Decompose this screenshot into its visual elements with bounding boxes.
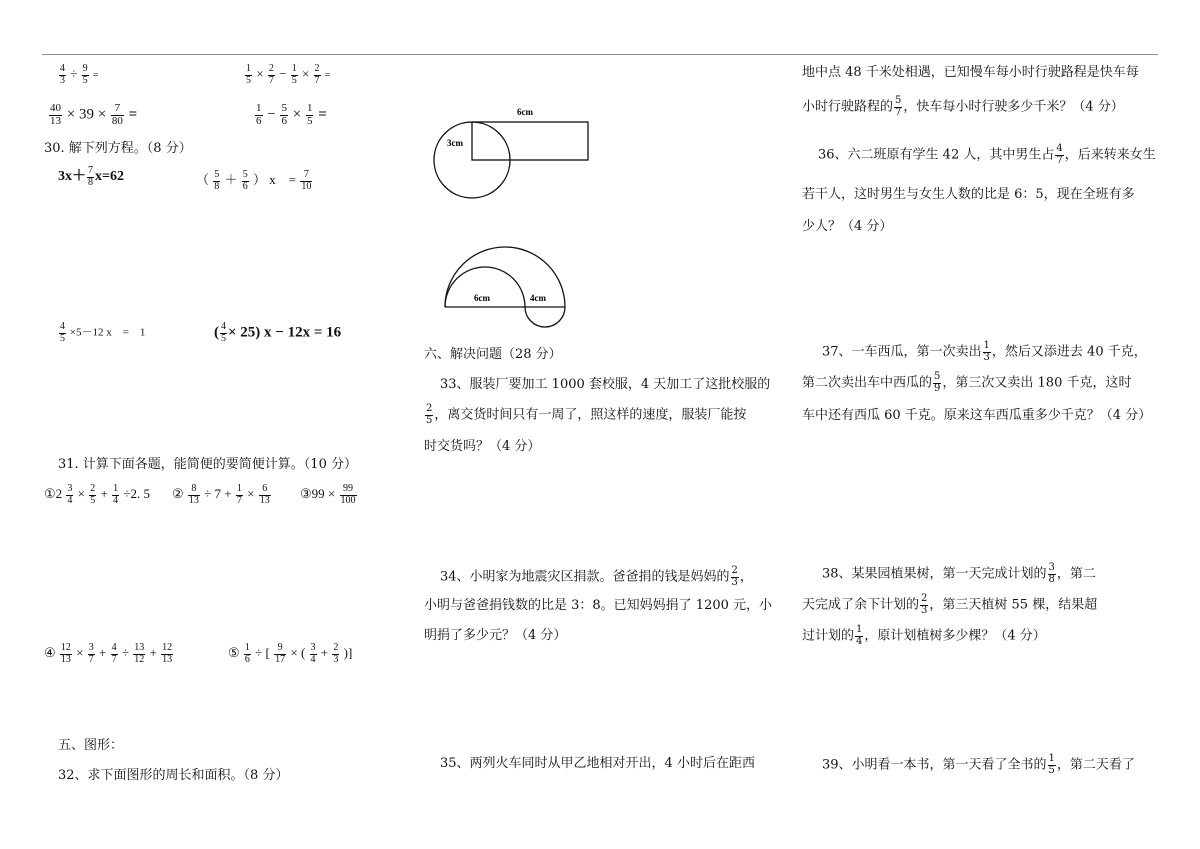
- question-31-title: 31. 计算下面各题，能简便的要简便计算。（10 分）: [58, 457, 357, 472]
- equation-3: $\frac{4}{5}$ ×5－12 x = 1: [60, 321, 146, 344]
- question-37-line-2: 第二次卖出车中西瓜的 $\frac{5}{9}$ ，第三次又卖出 180 千克，这时: [802, 371, 1132, 394]
- expr-1a: $\frac{4}{3}$ ÷ $\frac{9}{5}$ =: [60, 63, 99, 86]
- question-37-line-1: 37、一车西瓜，第一次卖出 $\frac{1}{3}$ ，然后又添进去 40 千克，: [822, 340, 1147, 363]
- top-rule: [42, 54, 1158, 55]
- question-34-line-2: 小明与爸爸捐钱数的比是 3：8。已知妈妈捐了 1200 元，小: [424, 598, 773, 613]
- section-6-heading: 六、解决问题（28 分）: [424, 347, 562, 362]
- calc-4: ④ $\frac{12}{13}$ × $\frac{3}{7}$ + $\frac{4}{7}$ ÷ $\frac{13}{12}$ + $\frac{12}{13}$: [44, 642, 173, 665]
- question-35-line-2: 地中点 48 千米处相遇，已知慢车每小时行驶路程是快车每: [802, 65, 1139, 80]
- question-34-line-1: 34、小明家为地震灾区捐款。爸爸捐的钱是妈妈的 $\frac{2}{3}$ ，: [440, 565, 753, 588]
- question-38-line-1: 38、某果园植果树，第一天完成计划的 $\frac{3}{8}$ ，第二: [822, 562, 1096, 585]
- expr-2b: $\frac{1}{6}$ − $\frac{5}{6}$ × $\frac{1}{5}$ =: [256, 102, 327, 127]
- calc-5: ⑤ $\frac{1}{6}$ ÷ [ $\frac{9}{17}$ × ( $\frac{3}{4}$ + $\frac{2}{3}$ )]: [228, 642, 353, 665]
- calc-3: ③99 × $\frac{99}{100}$: [300, 483, 356, 506]
- question-30-title: 30. 解下列方程。（8 分）: [44, 141, 192, 156]
- right-diameter-label: 4cm: [530, 293, 546, 303]
- question-32-title: 32、求下面图形的周长和面积。（8 分）: [58, 768, 289, 783]
- question-33-line-2: $\frac{2}{5}$ ，离交货时间只有一周了，照这样的速度，服装厂能按: [426, 403, 747, 426]
- equation-4: ( $\frac{4}{5}$ × 25) x − 12x = 16: [214, 321, 342, 344]
- section-5-heading: 五、图形：: [58, 738, 124, 753]
- figure-circle-rectangle: [425, 100, 595, 200]
- equation-2: （ $\frac{5}{8}$ ＋ $\frac{5}{6}$ ） x = $\frac{7}{10}$: [196, 169, 312, 192]
- question-36-line-2: 若干人，这时男生与女生人数的比是 6：5，现在全班有多: [802, 187, 1135, 202]
- fraction: $\frac{4}{3}$: [60, 63, 65, 86]
- calc-1: ①2 $\frac{3}{4}$ × $\frac{2}{5}$ + $\frac{1}{4}$ ÷2. 5: [44, 483, 150, 506]
- question-36-line-3: 少人？（4 分）: [802, 219, 893, 234]
- question-38-line-3: 过计划的 $\frac{1}{4}$ ，原计划植树多少棵？（4 分）: [802, 624, 1046, 647]
- question-36-line-1: 36、六二班原有学生 42 人，其中男生占 $\frac{4}{7}$ ，后来转来女生: [818, 143, 1156, 166]
- expr-1b: $\frac{1}{5}$ × $\frac{2}{7}$ − $\frac{1}{5}$ × $\frac{2}{7}$ =: [246, 63, 331, 86]
- question-35-line-1: 35、两列火车同时从甲乙地相对开出，4 小时后在距西: [440, 756, 755, 771]
- equation-1: 3x＋ $\frac{7}{8}$ x=62: [58, 165, 124, 188]
- radius-label: 3cm: [447, 138, 463, 148]
- fraction: $\frac{9}{5}$: [82, 63, 88, 86]
- calc-2: ② $\frac{8}{13}$ ÷ 7 + $\frac{1}{7}$ × $\frac{6}{13}$: [172, 483, 270, 506]
- expr-2a: $\frac{40}{13}$ × 39 × $\frac{7}{80}$ =: [50, 102, 138, 127]
- left-diameter-label: 6cm: [474, 293, 490, 303]
- question-34-line-3: 明捐了多少元？（4 分）: [424, 628, 567, 643]
- question-35-line-3: 小时行驶路程的 $\frac{5}{7}$ ，快车每小时行驶多少千米？（4 分）: [802, 95, 1124, 118]
- question-39-line-1: 39、小明看一本书，第一天看了全书的 $\frac{1}{5}$ ，第二天看了: [822, 753, 1135, 776]
- rect-length-label: 6cm: [517, 107, 533, 117]
- question-37-line-3: 车中还有西瓜 60 千克。原来这车西瓜重多少千克？（4 分）: [802, 408, 1152, 423]
- question-33-line-1: 33、服装厂要加工 1000 套校服，4 天加工了这批校服的: [440, 377, 771, 392]
- question-38-line-2: 天完成了余下计划的 $\frac{2}{3}$ ，第三天植树 55 棵，结果超: [802, 593, 1098, 616]
- question-33-line-3: 时交货吗？（4 分）: [424, 439, 541, 454]
- figure-semicircles: [440, 240, 575, 340]
